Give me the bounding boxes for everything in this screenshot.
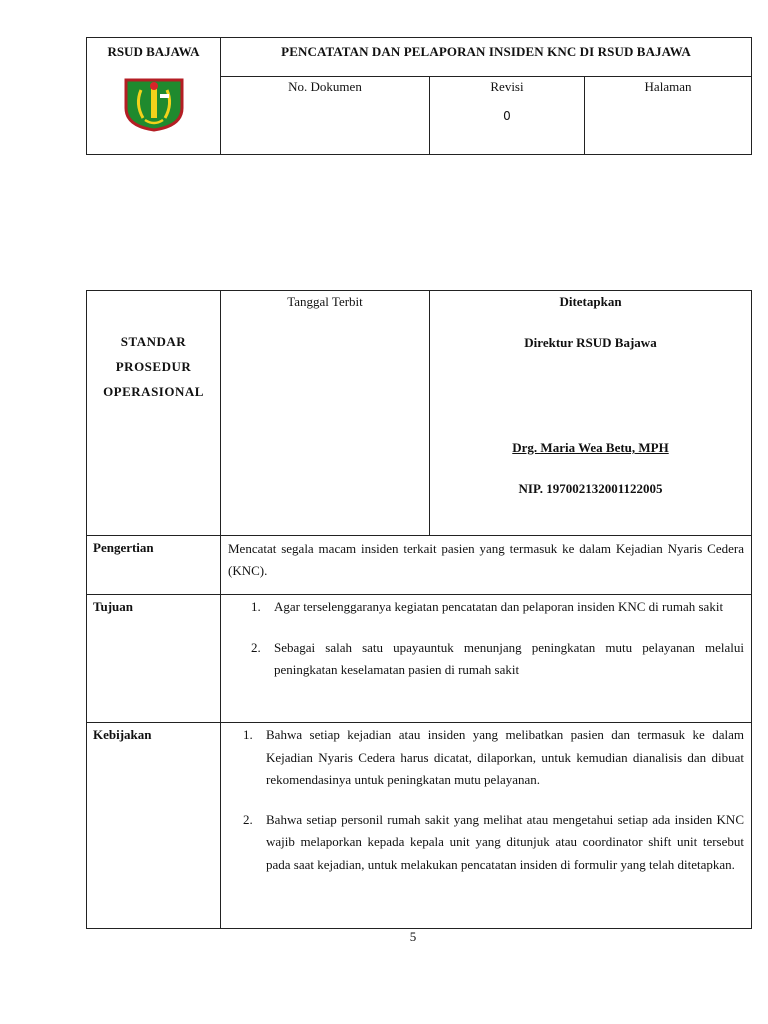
page-cell: [585, 77, 752, 155]
tujuan-content: [221, 595, 752, 723]
pengertian-text: Mencatat segala macam insiden terkait pasien yang termasuk ke dalam Kejadian Nyaris Cedera (KNC).: [221, 536, 752, 595]
document-title: PENCATATAN DAN PELAPORAN INSIDEN KNC DI RSUD BAJAWA: [221, 38, 752, 77]
sop-table: [86, 290, 752, 929]
director-title: Direktur RSUD Bajawa: [524, 335, 657, 350]
signatory-name: Drg. Maria Wea Betu, MPH: [512, 440, 669, 455]
list-number: 2.: [243, 811, 253, 827]
doc-number-cell: [221, 77, 430, 155]
page-number: 5: [409, 929, 417, 944]
kebijakan-content: [221, 723, 752, 929]
page-label: Halaman: [644, 79, 692, 94]
list-number: 2.: [251, 639, 261, 655]
kebijakan-list: [221, 724, 751, 876]
list-number: 1.: [251, 599, 261, 614]
doc-number-label: No. Dokumen: [288, 79, 362, 94]
list-text: Bahwa setiap personil rumah sakit yang melihat atau mengetahui setiap ada insiden KNC wajib melaporkan kepada kepala unit yang ditunjuk atau coordinator shift unit tersebut pada saat kejadian, untuk melakukan pencatatan insiden di formulir yang telah ditetapkan.: [266, 811, 744, 872]
approved-label: Ditetapkan: [559, 294, 622, 309]
hospital-logo: [121, 74, 187, 132]
tujuan-list: [221, 596, 751, 682]
list-item: [221, 596, 751, 619]
list-text: Bahwa setiap kejadian atau insiden yang melibatkan pasien dan termasuk ke dalam Kejadian Nyaris Cedera harus dicatat, dilaporkan, untuk kemudian dianalisis dan dibuat rekomendasinya untuk peningkatan mutu pelayanan.: [266, 727, 744, 787]
revision-cell: [430, 77, 585, 155]
hospital-cell: [87, 38, 221, 155]
list-number: 1.: [243, 727, 253, 742]
sop-label-line: STANDAR: [120, 334, 187, 349]
list-item: [221, 637, 751, 682]
issue-date-cell: [221, 291, 430, 536]
list-item: [221, 809, 751, 877]
issue-date-label: Tanggal Terbit: [287, 294, 363, 309]
list-item: [221, 724, 751, 792]
document-header-table: [86, 37, 752, 155]
list-text: Sebagai salah satu upayauntuk menunjang peningkatan mutu pelayanan melalui peningkatan keselamatan pasien di rumah sakit: [274, 639, 744, 677]
sop-label-line: OPERASIONAL: [103, 384, 204, 399]
list-text: Agar terselenggaranya kegiatan pencatatan dan pelaporan insiden KNC di rumah sakit: [274, 599, 724, 614]
revision-label: Revisi: [490, 79, 524, 94]
signatory-nip: NIP. 197002132001122005: [518, 481, 663, 496]
approval-cell: [430, 291, 752, 536]
tujuan-label: Tujuan: [87, 595, 221, 723]
revision-value: 0: [503, 109, 511, 123]
hospital-name: RSUD BAJAWA: [107, 44, 200, 59]
pengertian-label: Pengertian: [87, 536, 221, 595]
sop-label-line: PROSEDUR: [115, 359, 192, 374]
sop-label-cell: [87, 291, 221, 536]
kebijakan-label: Kebijakan: [87, 723, 221, 929]
